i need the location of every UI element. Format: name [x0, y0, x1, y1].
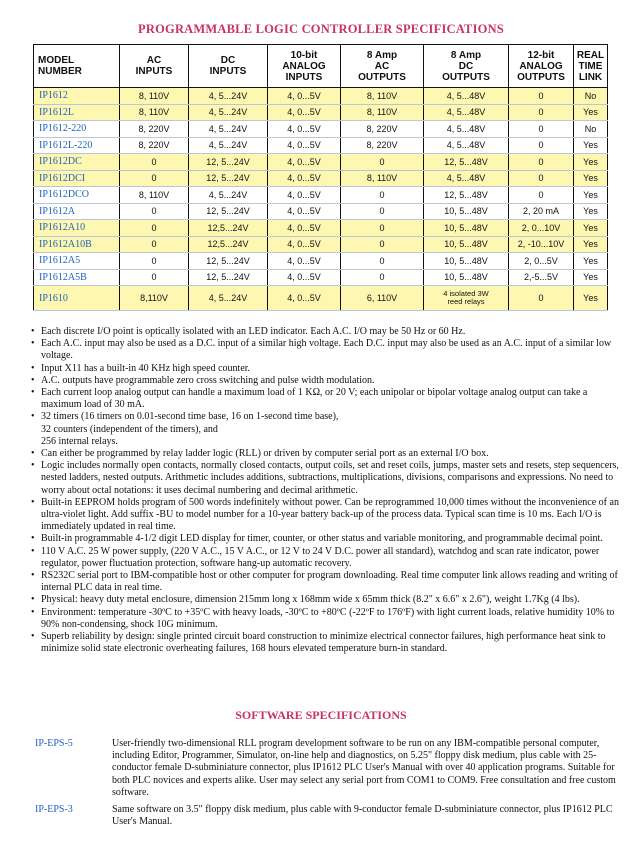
cell-model: IP1612	[34, 88, 120, 105]
cell-ac-outputs: 0	[341, 203, 424, 220]
cell-ac-inputs: 0	[120, 253, 189, 270]
cell-model: IP1612DCO	[34, 187, 120, 204]
cell-analog-inputs: 4, 0...5V	[268, 170, 341, 187]
cell-ac-inputs: 0	[120, 203, 189, 220]
cell-dc-outputs: 4, 5...48V	[424, 88, 509, 105]
cell-ac-inputs: 0	[120, 269, 189, 286]
cell-analog-outputs: 0	[509, 137, 574, 154]
cell-analog-inputs: 4, 0...5V	[268, 269, 341, 286]
cell-dc-outputs: 10, 5...48V	[424, 253, 509, 270]
cell-ac-inputs: 0	[120, 154, 189, 171]
cell-ac-outputs: 8, 110V	[341, 88, 424, 105]
feature-bullet: • Can either be programmed by relay ladder logic (RLL) or driven by computer serial port as an external I/O box.	[31, 448, 621, 460]
cell-ac-inputs: 0	[120, 236, 189, 253]
page-title: PROGRAMMABLE LOGIC CONTROLLER SPECIFICATIONS	[138, 22, 504, 36]
table-row	[34, 236, 608, 253]
feature-bullet: • Each A.C. input may also be used as a D.C. input of a similar high voltage. Each D.C. input may also be used as an A.C. input of a similar low voltage.	[31, 338, 621, 362]
cell-ac-inputs: 0	[120, 170, 189, 187]
cell-dc-inputs: 4, 5...24V	[189, 88, 268, 105]
cell-model: IP1612DC	[34, 154, 120, 171]
table-row	[34, 88, 608, 105]
cell-ac-outputs: 0	[341, 187, 424, 204]
cell-ac-inputs: 8, 110V	[120, 88, 189, 105]
feature-bullet: • Environment: temperature -30ºC to +35ºC with heavy loads, -30ºC to +80ºC (-22ºF to 176ºF) with light current loads, relative humidity 10% to 90% non-condensing, shock 10G minimum.	[31, 607, 621, 631]
cell-dc-inputs: 4, 5...24V	[189, 121, 268, 138]
cell-ac-inputs: 0	[120, 220, 189, 237]
cell-dc-inputs: 12, 5...24V	[189, 170, 268, 187]
cell-real-time-link: Yes	[574, 203, 608, 220]
cell-dc-outputs: 12, 5...48V	[424, 154, 509, 171]
cell-model: IP1612-220	[34, 121, 120, 138]
cell-model: IP1612A	[34, 203, 120, 220]
col-header-analog-outputs: 12-bit ANALOG OUTPUTS	[509, 45, 574, 88]
cell-real-time-link: Yes	[574, 220, 608, 237]
cell-ac-outputs: 8, 220V	[341, 137, 424, 154]
table-row	[34, 269, 608, 286]
cell-dc-inputs: 12,5...24V	[189, 220, 268, 237]
cell-dc-outputs: 4, 5...48V	[424, 104, 509, 121]
cell-model: IP1612A5B	[34, 269, 120, 286]
cell-analog-inputs: 4, 0...5V	[268, 286, 341, 311]
cell-analog-inputs: 4, 0...5V	[268, 253, 341, 270]
feature-bullet: • 110 V A.C. 25 W power supply, (220 V A.C., 15 V A.C., or 12 V to 24 V D.C. power all standard), watchdog and scan rate indicator, power regulator, power fluctuation protection, software hang-up automatic recovery.	[31, 546, 621, 570]
cell-dc-outputs: 4, 5...48V	[424, 137, 509, 154]
software-section-title: SOFTWARE SPECIFICATIONS	[235, 708, 407, 722]
cell-ac-inputs: 8,110V	[120, 286, 189, 311]
col-header-real-time-link: REAL TIME LINK	[574, 45, 608, 88]
table-row	[34, 220, 608, 237]
cell-dc-inputs: 4, 5...24V	[189, 137, 268, 154]
table-row	[34, 121, 608, 138]
table-row	[34, 286, 608, 311]
cell-real-time-link: Yes	[574, 154, 608, 171]
cell-model: IP1612DCI	[34, 170, 120, 187]
cell-ac-outputs: 0	[341, 236, 424, 253]
cell-dc-outputs: 10, 5...48V	[424, 220, 509, 237]
cell-ac-inputs: 8, 220V	[120, 137, 189, 154]
table-row	[34, 137, 608, 154]
cell-real-time-link: No	[574, 88, 608, 105]
cell-analog-outputs: 2, 20 mA	[509, 203, 574, 220]
software-code: IP-EPS-5	[35, 738, 73, 749]
feature-bullet: • Built-in programmable 4-1/2 digit LED display for timer, counter, or other status and variable monitoring, and programmable decimal point.	[31, 533, 621, 545]
cell-analog-inputs: 4, 0...5V	[268, 104, 341, 121]
feature-bullet: • Physical: heavy duty metal enclosure, dimension 215mm long x 168mm wide x 65mm thick (8.2" x 6.6" x 2.6"), weight 1.7Kg (4 lbs).	[31, 594, 621, 606]
cell-analog-outputs: 0	[509, 121, 574, 138]
cell-ac-inputs: 8, 220V	[120, 121, 189, 138]
feature-bullet: • Superb reliability by design: single printed circuit board construction to minimize electrical connector failures, high performance heat sink to minimize solid state electronic overheating failures, 168 hours elevated temperature burn-in standard.	[31, 631, 621, 655]
cell-model: IP1612A10B	[34, 236, 120, 253]
cell-dc-inputs: 12, 5...24V	[189, 203, 268, 220]
feature-bullet: • Each discrete I/O point is optically isolated with an LED indicator. Each A.C. I/O may be 50 Hz or 60 Hz.	[31, 326, 621, 338]
cell-model: IP1612L-220	[34, 137, 120, 154]
cell-real-time-link: Yes	[574, 286, 608, 311]
cell-ac-inputs: 8, 110V	[120, 104, 189, 121]
cell-real-time-link: Yes	[574, 104, 608, 121]
feature-bullet: • Built-in EEPROM holds program of 500 words indefinitely without power. Can be reprogrammed 10,000 times without the inconvenience of an ultra-violet light. Add suffix -BU to model number for a 10-year battery back-up of the process data. Typical scan time is 10 ms. Each I/O is immediately updated in real time.	[31, 497, 621, 534]
feature-bullet-list	[31, 326, 621, 655]
col-header-dc-inputs: DC INPUTS	[189, 45, 268, 88]
col-header-model: MODEL NUMBER	[34, 45, 120, 88]
cell-dc-outputs: 4, 5...48V	[424, 170, 509, 187]
cell-analog-inputs: 4, 0...5V	[268, 137, 341, 154]
table-body	[34, 88, 608, 311]
cell-ac-outputs: 0	[341, 154, 424, 171]
cell-real-time-link: Yes	[574, 137, 608, 154]
cell-dc-outputs: 4 isolated 3W reed relays	[424, 286, 509, 311]
cell-analog-outputs: 0	[509, 104, 574, 121]
cell-analog-outputs: 0	[509, 286, 574, 311]
cell-dc-inputs: 12, 5...24V	[189, 269, 268, 286]
software-code: IP-EPS-3	[35, 804, 73, 815]
cell-analog-outputs: 2, 0...10V	[509, 220, 574, 237]
cell-dc-inputs: 4, 5...24V	[189, 286, 268, 311]
software-description: User-friendly two-dimensional RLL program development software to be run on any IBM-compatible personal computer, including Editor, Programmer, Simulator, on-line help and diagnostics, on 5.25" floppy disk medium, plus cable with 25-conductor female D-subminiature connector, plus IP1612 PLC User's Manual with over 40 application programs. Suitable for both PLC novices and experts alike. User may select any serial port from COM1 to COM9. Free consultation and free custom software.	[112, 738, 616, 798]
cell-analog-outputs: 2,-5...5V	[509, 269, 574, 286]
table-row	[34, 187, 608, 204]
cell-dc-outputs: 10, 5...48V	[424, 269, 509, 286]
cell-ac-outputs: 0	[341, 220, 424, 237]
feature-bullet: • 32 timers (16 timers on 0.01-second time base, 16 on 1-second time base), 32 counters (independent of the timers), and 256 internal relays.	[31, 411, 621, 448]
cell-dc-outputs: 4, 5...48V	[424, 121, 509, 138]
cell-dc-outputs: 10, 5...48V	[424, 203, 509, 220]
cell-ac-outputs: 8, 110V	[341, 104, 424, 121]
cell-analog-inputs: 4, 0...5V	[268, 236, 341, 253]
cell-model: IP1612L	[34, 104, 120, 121]
feature-bullet: • Input X11 has a built-in 40 KHz high speed counter.	[31, 363, 621, 375]
cell-dc-inputs: 12,5...24V	[189, 236, 268, 253]
feature-bullet: • A.C. outputs have programmable zero cross switching and pulse width modulation.	[31, 375, 621, 387]
feature-bullet: • RS232C serial port to IBM-compatible host or other computer for program downloading. Real time computer link allows reading and writing of internal PLC data in real time.	[31, 570, 621, 594]
cell-analog-outputs: 0	[509, 88, 574, 105]
cell-analog-inputs: 4, 0...5V	[268, 220, 341, 237]
cell-dc-inputs: 12, 5...24V	[189, 253, 268, 270]
cell-ac-outputs: 0	[341, 253, 424, 270]
col-header-ac-inputs: AC INPUTS	[120, 45, 189, 88]
cell-real-time-link: Yes	[574, 187, 608, 204]
cell-real-time-link: Yes	[574, 170, 608, 187]
feature-bullet: • Each current loop analog output can handle a maximum load of 1 KΩ, or 20 V; each unipolar or bipolar voltage analog output can take a maximum load of 30 mA.	[31, 387, 621, 411]
cell-analog-inputs: 4, 0...5V	[268, 203, 341, 220]
cell-dc-inputs: 4, 5...24V	[189, 104, 268, 121]
cell-dc-outputs: 12, 5...48V	[424, 187, 509, 204]
cell-analog-inputs: 4, 0...5V	[268, 187, 341, 204]
software-description: Same software on 3.5" floppy disk medium, plus cable with 9-conductor female D-subminiature connector, plus IP1612 PLC User's Manual.	[112, 804, 613, 828]
col-header-ac-outputs: 8 Amp AC OUTPUTS	[341, 45, 424, 88]
cell-ac-outputs: 8, 110V	[341, 170, 424, 187]
table-row	[34, 253, 608, 270]
cell-model: IP1612A10	[34, 220, 120, 237]
cell-analog-inputs: 4, 0...5V	[268, 88, 341, 105]
cell-analog-outputs: 2, -10...10V	[509, 236, 574, 253]
col-header-dc-outputs: 8 Amp DC OUTPUTS	[424, 45, 509, 88]
cell-analog-outputs: 2, 0...5V	[509, 253, 574, 270]
cell-real-time-link: Yes	[574, 236, 608, 253]
cell-analog-outputs: 0	[509, 170, 574, 187]
col-header-analog-inputs: 10-bit ANALOG INPUTS	[268, 45, 341, 88]
table-row	[34, 154, 608, 171]
table-row	[34, 104, 608, 121]
cell-model: IP1610	[34, 286, 120, 311]
cell-ac-outputs: 6, 110V	[341, 286, 424, 311]
cell-analog-outputs: 0	[509, 187, 574, 204]
feature-bullet: • Logic includes normally open contacts, normally closed contacts, output coils, set and reset coils, jumps, master sets and resets, step sequencers, nested ladders, nested outputs. Arithmetic includes additions, subtractions, multiplications, divisions, comparisons and expressions. No need to worry about octal notations: it uses decimal numbering and decimal arithmetic.	[31, 460, 621, 497]
table-row	[34, 170, 608, 187]
table-header-row	[34, 45, 608, 88]
cell-analog-inputs: 4, 0...5V	[268, 121, 341, 138]
cell-analog-inputs: 4, 0...5V	[268, 154, 341, 171]
cell-real-time-link: No	[574, 121, 608, 138]
cell-ac-outputs: 8, 220V	[341, 121, 424, 138]
cell-real-time-link: Yes	[574, 269, 608, 286]
plc-spec-table	[33, 44, 608, 311]
table-row	[34, 203, 608, 220]
cell-dc-outputs: 10, 5...48V	[424, 236, 509, 253]
cell-dc-inputs: 12, 5...24V	[189, 154, 268, 171]
cell-analog-outputs: 0	[509, 154, 574, 171]
cell-real-time-link: Yes	[574, 253, 608, 270]
cell-model: IP1612A5	[34, 253, 120, 270]
cell-dc-inputs: 4, 5...24V	[189, 187, 268, 204]
cell-ac-inputs: 8, 110V	[120, 187, 189, 204]
cell-ac-outputs: 0	[341, 269, 424, 286]
